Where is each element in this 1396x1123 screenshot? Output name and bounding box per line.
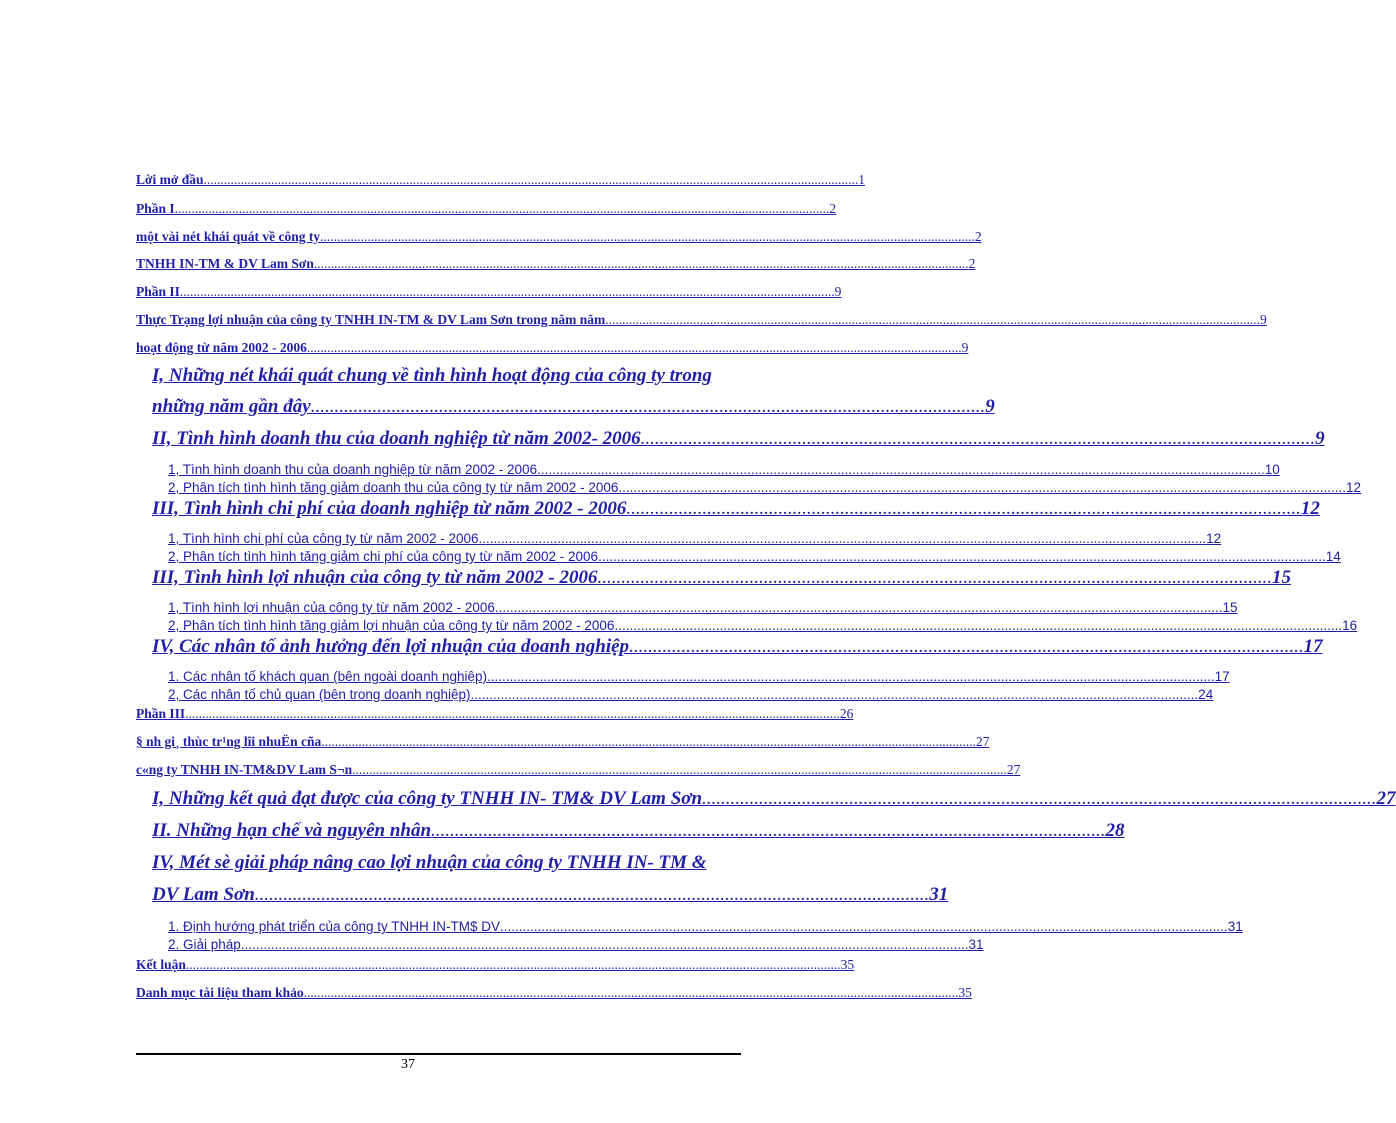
toc-page-number: 15: [1272, 567, 1291, 588]
toc-entry[interactable]: [136, 762, 1021, 778]
toc-page-number: 17: [1303, 636, 1323, 657]
toc-page-number: 35: [840, 957, 855, 972]
toc-entry[interactable]: [136, 985, 972, 1001]
toc-leader: ..............................................................................................................................................: [629, 636, 1304, 657]
toc-leader: ..................................................................................................................................................................................................: [598, 549, 1326, 564]
toc-entry[interactable]: [168, 919, 1243, 934]
toc-page-number: 31: [968, 937, 984, 952]
toc-entry-label: I, Những kết quả đạt được của công ty TNHH IN- TM& DV Lam Sơn: [152, 788, 703, 809]
toc-leader: ..............................................................................................................................................: [431, 820, 1106, 841]
toc-leader: ..................................................................................................................................................................................................: [303, 985, 959, 1000]
toc-entry[interactable]: [152, 396, 995, 418]
toc-page-number: 9: [961, 340, 969, 355]
toc-entry-label: III, Tình hình lợi nhuận của công ty từ năm 2002 - 2006: [152, 567, 598, 588]
toc-page-number: 26: [839, 706, 854, 721]
footer-divider: [136, 1053, 741, 1055]
toc-entry-label: I, Những nét khái quát chung về tình hình hoạt động của công ty trong: [152, 365, 712, 386]
toc-entry[interactable]: [168, 480, 1362, 495]
toc-entry[interactable]: [136, 284, 842, 300]
toc-entry[interactable]: [152, 365, 738, 387]
toc-entry[interactable]: [168, 549, 1341, 564]
toc-page-number: 1: [858, 172, 865, 187]
toc-entry-label: Danh mục tài liệu tham khảo: [136, 985, 304, 1000]
toc-page-number: 10: [1264, 462, 1280, 477]
toc-entry[interactable]: [152, 820, 1125, 842]
toc-entry-label: 1, Tình hình chi phí của công ty từ năm 2002 - 2006: [168, 531, 479, 546]
toc-page-number: 12: [1346, 480, 1362, 495]
toc-entry[interactable]: [152, 636, 1323, 658]
toc-page-number: 17: [1214, 669, 1230, 684]
toc-page-number: 35: [958, 985, 972, 1000]
toc-entry-label: Thực Trạng lợi nhuận của công ty TNHH IN-TM & DV Lam Sơn trong năm năm: [136, 312, 606, 327]
toc-leader: ..............................................................................................................................................: [702, 788, 1377, 809]
toc-leader: ..................................................................................................................................................................................................: [478, 531, 1207, 546]
toc-leader: ..............................................................................................................................................: [597, 567, 1272, 588]
toc-leader: ..................................................................................................................................................................................................: [179, 284, 835, 299]
toc-entry-label: Phần III: [136, 706, 186, 721]
toc-entry-label: 2, Các nhân tố chủ quan (bên trong doanh nghiệp): [168, 687, 471, 702]
toc-entry-label: 2, Phân tích tình hình tăng giảm chi phí của công ty từ năm 2002 - 2006: [168, 549, 599, 564]
toc-page-number: 12: [1206, 531, 1222, 546]
toc-page-number: 9: [985, 396, 995, 417]
toc-entry-label: Kết luận: [136, 957, 186, 972]
toc-entry[interactable]: [136, 734, 990, 750]
toc-page-number: 2: [968, 256, 976, 271]
toc-entry[interactable]: [168, 600, 1238, 615]
toc-page-number: 24: [1198, 687, 1214, 702]
toc-entry-label: Phần II: [136, 284, 180, 299]
toc-entry-label: Phần I: [136, 201, 175, 216]
toc-entry-label: 1. Các nhân tố khách quan (bên ngoài doanh nghiệp): [168, 669, 487, 684]
toc-leader: ..................................................................................................................................................................................................: [470, 687, 1199, 702]
toc-entry[interactable]: [136, 706, 854, 722]
toc-entry-label: TNHH IN-TM & DV Lam Sơn: [136, 256, 314, 271]
toc-leader: ..................................................................................................................................................................................................: [185, 957, 841, 972]
toc-leader: ..................................................................................................................................................................................................: [618, 480, 1347, 495]
toc-entry[interactable]: [136, 229, 982, 245]
toc-leader: ..................................................................................................................................................................................................: [320, 229, 975, 244]
toc-entry[interactable]: [136, 957, 855, 973]
toc-leader: ..................................................................................................................................................................................................: [537, 462, 1265, 477]
toc-page-number: 27: [975, 734, 990, 749]
toc-entry[interactable]: [136, 340, 969, 356]
toc-entry[interactable]: [168, 687, 1214, 702]
toc-leader: ..............................................................................................................................................: [254, 884, 930, 905]
toc-leader: ..................................................................................................................................................................................................: [614, 618, 1343, 633]
toc-entry[interactable]: [136, 312, 1267, 328]
toc-entry-label: 2, Phân tích tình hình tăng giảm lợi nhuận của công ty từ năm 2002 - 2006: [168, 618, 615, 633]
toc-entry[interactable]: [152, 567, 1291, 589]
toc-entry-label: một vài nét khái quát về công ty: [136, 229, 321, 244]
toc-entry[interactable]: [136, 172, 865, 188]
toc-page-number: 16: [1342, 618, 1358, 633]
toc-entry-label: DV Lam Sơn: [152, 884, 255, 905]
toc-entry[interactable]: [136, 201, 837, 217]
toc-entry-label: 1. Định hướng phát triển của công ty TNHH IN-TM$ DV: [168, 919, 501, 934]
toc-leader: ..................................................................................................................................................................................................: [174, 201, 830, 216]
toc-leader: ..............................................................................................................................................: [310, 396, 986, 417]
toc-entry[interactable]: [136, 256, 976, 272]
toc-leader: ..................................................................................................................................................................................................: [306, 340, 962, 355]
toc-page-number: 9: [834, 284, 842, 299]
toc-entry-label: 1, Tình hình doanh thu của doanh nghiệp từ năm 2002 - 2006: [168, 462, 538, 477]
toc-leader: ..................................................................................................................................................................................................: [605, 312, 1261, 327]
toc-page-number: 9: [1260, 312, 1267, 327]
toc-entry[interactable]: [152, 428, 1325, 450]
toc-page-number: 2: [974, 229, 982, 244]
toc-leader: ..................................................................................................................................................................................................: [487, 669, 1215, 684]
toc-entry-label: 2. Giải pháp: [168, 937, 241, 952]
toc-leader: ..................................................................................................................................................................................................: [313, 256, 969, 271]
toc-page-number: 31: [1227, 919, 1243, 934]
toc-leader: ..............................................................................................................................................: [640, 428, 1316, 449]
toc-page-number: 14: [1325, 549, 1341, 564]
toc-leader: ..................................................................................................................................................................................................: [500, 919, 1228, 934]
toc-page-number: 9: [1315, 428, 1325, 449]
toc-leader: ..............................................................................................................................................: [626, 498, 1301, 519]
toc-page-number: 27: [1376, 788, 1396, 809]
toc-page-number: 27: [1006, 762, 1021, 777]
toc-page-number: 15: [1222, 600, 1238, 615]
toc-entry-label: IV, Các nhân tố ảnh hưởng đến lợi nhuận của doanh nghiệp: [152, 636, 630, 657]
toc-leader: ..................................................................................................................................................................................................: [494, 600, 1223, 615]
toc-entry[interactable]: [168, 618, 1358, 633]
toc-entry[interactable]: [168, 462, 1280, 477]
toc-leader: ..................................................................................................................................................................................................: [185, 706, 840, 721]
toc-page-number: 2: [829, 201, 837, 216]
toc-entry-label: c«ng ty TNHH IN-TM&DV Lam S¬n: [136, 762, 353, 777]
toc-page-number: 28: [1105, 820, 1125, 841]
toc-leader: ..................................................................................................................................................................................................: [352, 762, 1007, 777]
toc-entry-label: những năm gần đây: [152, 396, 311, 417]
toc-entry-label: II, Tình hình doanh thu của doanh nghiệp từ năm 2002- 2006: [152, 428, 641, 449]
toc-entry-label: IV, Mét sè giải pháp nâng cao lợi nhuận của công ty TNHH IN- TM &: [152, 852, 707, 873]
toc-entry-label: Lời mở đầu: [136, 172, 204, 187]
toc-entry-label: hoạt động từ năm 2002 - 2006: [136, 340, 307, 355]
toc-entry-label: III, Tình hình chi phí của doanh nghiệp từ năm 2002 - 2006: [152, 498, 627, 519]
toc-leader: ..................................................................................................................................................................................................: [203, 172, 859, 187]
toc-page-number: 12: [1300, 498, 1320, 519]
toc-entry[interactable]: [152, 852, 738, 874]
toc-entry-label: 2, Phân tích tình hình tăng giảm doanh thu của công ty từ năm 2002 - 2006: [168, 480, 619, 495]
toc-entry-label: § nh gi¸ thùc tr¹ng lîi nhuËn cña: [136, 734, 322, 749]
toc-entry[interactable]: [152, 498, 1320, 520]
toc-entry-label: 1, Tình hình lợi nhuận của công ty từ năm 2002 - 2006: [168, 600, 495, 615]
toc-entry[interactable]: [168, 531, 1222, 546]
toc-entry[interactable]: [152, 884, 949, 906]
toc-leader: ..................................................................................................................................................................................................: [240, 937, 969, 952]
page-number: 37: [401, 1057, 415, 1072]
toc-entry[interactable]: [168, 937, 984, 952]
toc-leader: ..................................................................................................................................................................................................: [321, 734, 976, 749]
toc-entry[interactable]: [168, 669, 1230, 684]
toc-page-number: 31: [929, 884, 949, 905]
toc-entry-label: II. Những hạn chế và nguyên nhân: [152, 820, 432, 841]
toc-entry[interactable]: [152, 788, 1396, 810]
